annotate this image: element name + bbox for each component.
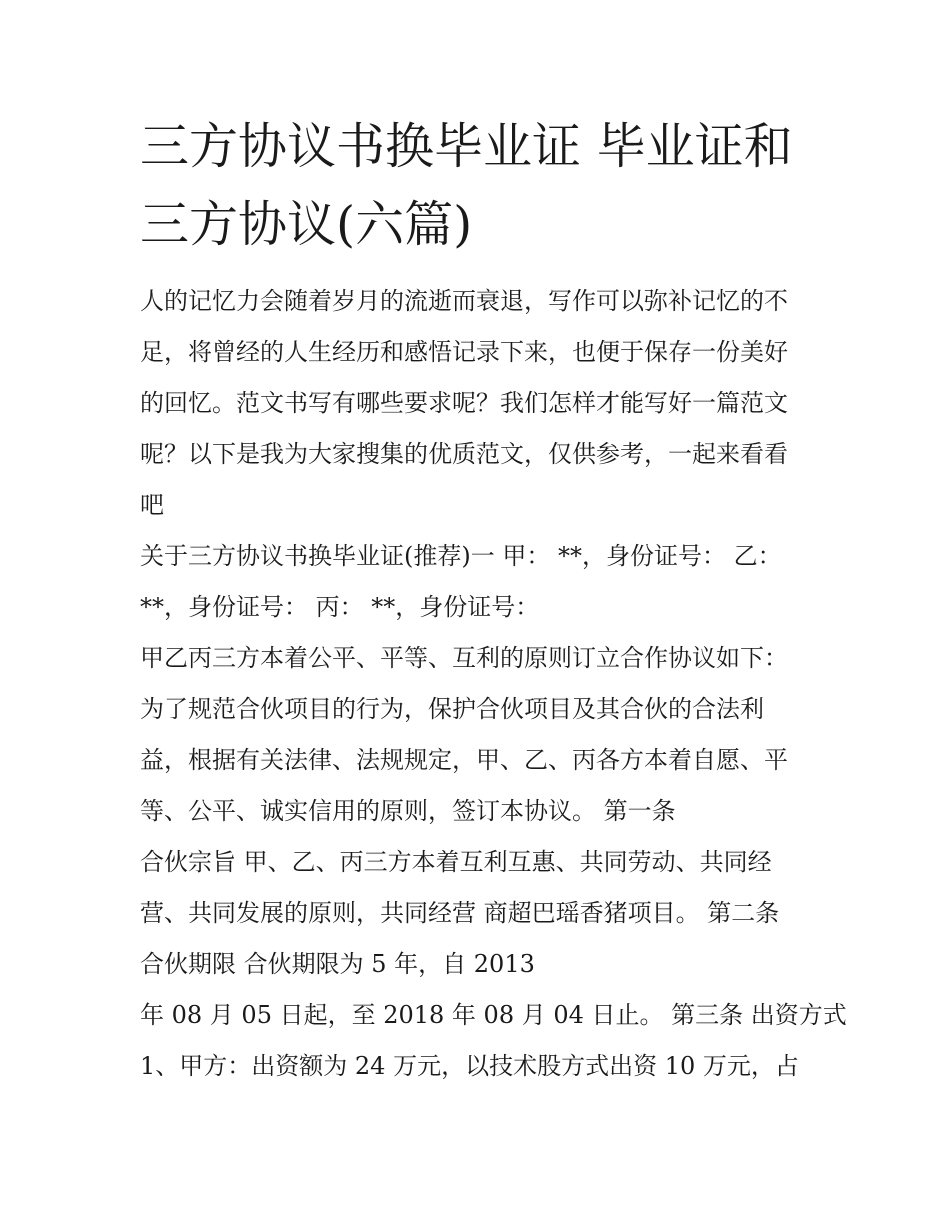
document-title [140,108,840,264]
title-line: 三方协议书换毕业证 毕业证和 [140,118,793,175]
body-line: **，身份证号： 丙： **，身份证号： [140,593,540,621]
body-line: 人的记忆力会随着岁月的流逝而衰退，写作可以弥补记忆的不 [140,287,788,315]
body-line: 关于三方协议书换毕业证(推荐)一 甲： **，身份证号： 乙： [140,542,782,570]
body-line: 呢？以下是我为大家搜集的优质范文，仅供参考，一起来看看 [140,440,788,468]
body-line: 合伙宗旨 甲、乙、丙三方本着互利互惠、共同劳动、共同经 [140,848,772,876]
body-line: 营、共同发展的原则，共同经营 商超巴瑶香猪项目。 第二条 [140,899,780,927]
body-line: 的回忆。范文书写有哪些要求呢？我们怎样才能写好一篇范文 [140,389,788,417]
document-body [140,276,847,1092]
body-line: 足，将曾经的人生经历和感悟记录下来，也便于保存一份美好 [140,338,788,366]
body-line: 等、公平、诚实信用的原则，签订本协议。 第一条 [140,797,676,825]
body-line: 1、甲方：出资额为 24 万元，以技术股方式出资 10 万元，占 [140,1052,799,1080]
body-line: 合伙期限 合伙期限为 5 年，自 2013 [140,950,535,978]
body-line: 为了规范合伙项目的行为，保护合伙项目及其合伙的合法利 [140,695,764,723]
body-line: 甲乙丙三方本着公平、平等、互利的原则订立合作协议如下： [140,644,788,672]
body-line: 益，根据有关法律、法规规定，甲、乙、丙各方本着自愿、平 [140,746,788,774]
title-line: 三方协议(六篇) [140,196,473,253]
body-line: 吧 [140,491,164,519]
body-line: 年 08 月 05 日起，至 2018 年 08 月 04 日止。 第三条 出资方式 [140,1001,847,1029]
